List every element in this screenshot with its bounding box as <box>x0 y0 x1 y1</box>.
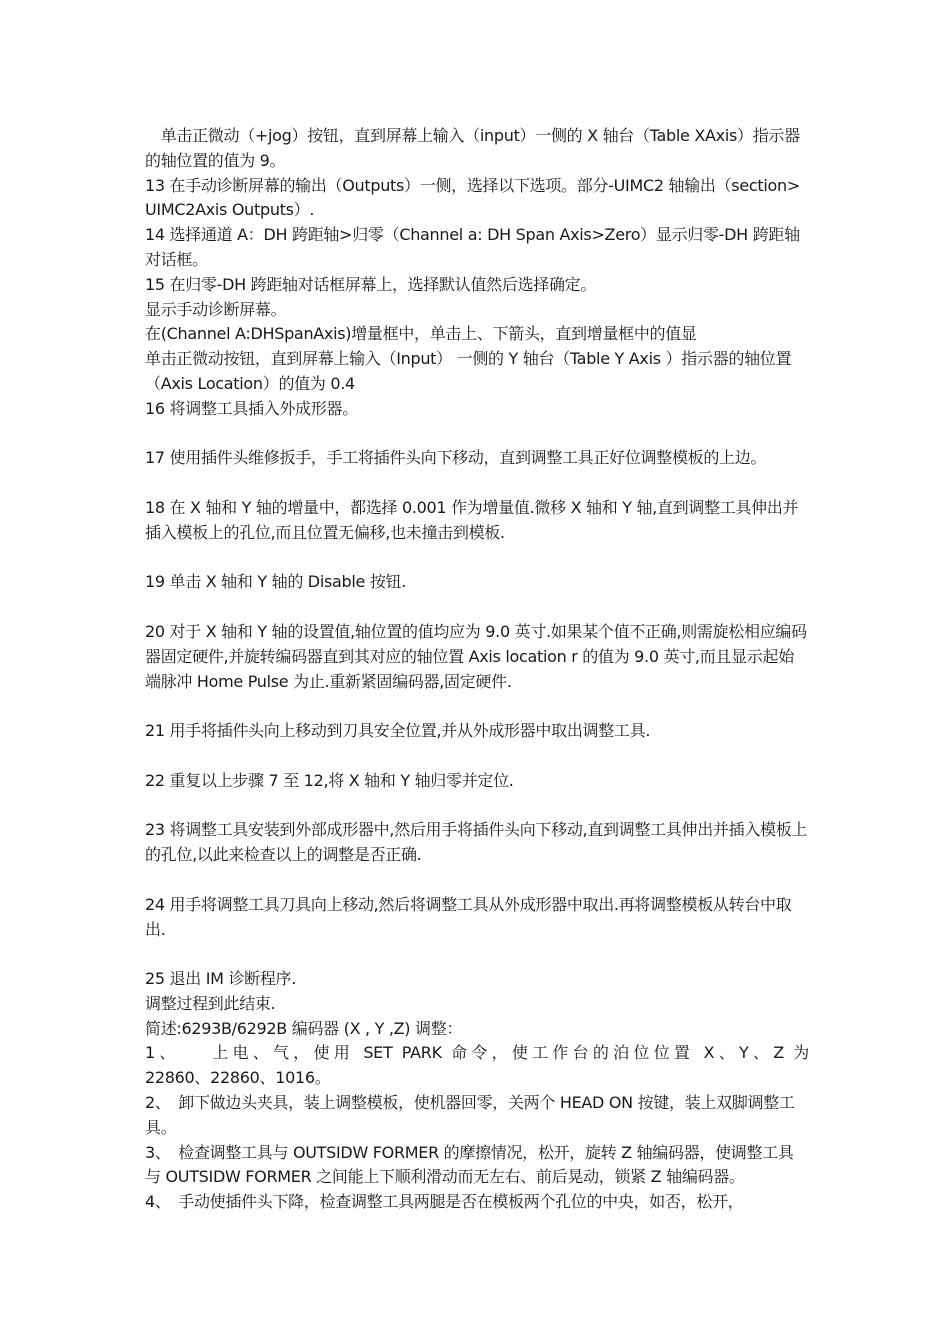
paragraph-summary-3: 3、 检查调整工具与 OUTSIDW FORMER 的摩擦情况，松开，旋转 Z 轴编码器，使调整工具与 OUTSIDW FORMER 之间能上下顺利滑动而无左右、前后晃动，锁紧 Z 轴编码器。 <box>145 1142 794 1187</box>
paragraph-show-diagnostic: 显示手动诊断屏幕。 <box>145 299 287 319</box>
paragraph-step-25: 25 退出 IM 诊断程序. <box>145 969 297 989</box>
paragraph-step-21: 21 用手将插件头向上移动到刀具安全位置,并从外成形器中取出调整工具. <box>145 721 651 741</box>
paragraph-step-22: 22 重复以上步骤 7 至 12,将 X 轴和 Y 轴归零并定位. <box>145 770 514 790</box>
paragraph-step-23: 23 将调整工具安装到外部成形器中,然后用手将插件头向下移动,直到调整工具伸出并插入模板上的孔位,以此来检查以上的调整是否正确. <box>145 820 808 865</box>
paragraph-jog-y: 单击正微动按钮，直到屏幕上输入（Input） 一侧的 Y 轴台（Table Y Axis ）指示器的轴位置（Axis Location）的值为 0.4 <box>145 349 792 393</box>
paragraph-summary-2: 2、 卸下做边头夹具，装上调整模板，使机器回零，关两个 HEAD ON 按键，装上双脚调整工具。 <box>145 1093 795 1137</box>
paragraph-summary-1-values: 22860、22860、1016。 <box>145 1068 331 1088</box>
paragraph-step-13: 13 在手动诊断屏幕的输出（Outputs）一侧，选择以下选项。部分-UIMC2 轴输出（section>UIMC2Axis Outputs）. <box>145 175 800 220</box>
paragraph-summary-1: 1、 上电、气，使用 SET PARK 命令，使工作台的泊位位置 X、Y、Z 为 <box>145 1043 809 1063</box>
paragraph-step-14: 14 选择通道 A：DH 跨距轴>归零（Channel a: DH Span Axis>Zero）显示归零-DH 跨距轴对话框。 <box>145 225 800 269</box>
paragraph-increment-box: 在(Channel A:DHSpanAxis)增量框中，单击上、下箭头，直到增量框中的值显 <box>145 324 697 344</box>
paragraph-step-24: 24 用手将调整工具刀具向上移动,然后将调整工具从外成形器中取出.再将调整模板从转台中取出. <box>145 894 792 939</box>
paragraph-summary-4: 4、 手动使插件头下降，检查调整工具两腿是否在模板两个孔位的中央，如否，松开， <box>145 1192 744 1212</box>
paragraph-adjust-end: 调整过程到此结束. <box>145 993 276 1013</box>
paragraph-step-18: 18 在 X 轴和 Y 轴的增量中，都选择 0.001 作为增量值.微移 X 轴和 Y 轴,直到调整工具伸出并插入模板上的孔位,而且位置无偏移,也未撞击到模板. <box>145 497 799 542</box>
paragraph-step-17: 17 使用插件头维修扳手，手工将插件头向下移动，直到调整工具正好位调整模板的上边。 <box>145 448 767 468</box>
paragraph-step-15: 15 在归零-DH 跨距轴对话框屏幕上，选择默认值然后选择确定。 <box>145 274 597 294</box>
paragraph-summary-title: 简述:6293B/6292B 编码器 (X , Y ,Z) 调整： <box>145 1018 463 1038</box>
paragraph-jog-x: 单击正微动（+jog）按钮，直到屏幕上输入（input）一侧的 X 轴台（Table XAxis）指示器的轴位置的值为 9。 <box>145 126 800 170</box>
document-page <box>145 124 809 1215</box>
paragraph-step-16: 16 将调整工具插入外成形器。 <box>145 398 358 418</box>
paragraph-step-19: 19 单击 X 轴和 Y 轴的 Disable 按钮. <box>145 572 407 592</box>
paragraph-step-20: 20 对于 X 轴和 Y 轴的设置值,轴位置的值均应为 9.0 英寸.如果某个值不正确,则需旋松相应编码器固定硬件,并旋转编码器直到其对应的轴位置 Axis location r 的值为 9.0 英寸,而且显示起始端脉冲 Home Pulse 为止.重新紧固编码器,固定硬件. <box>145 621 807 691</box>
